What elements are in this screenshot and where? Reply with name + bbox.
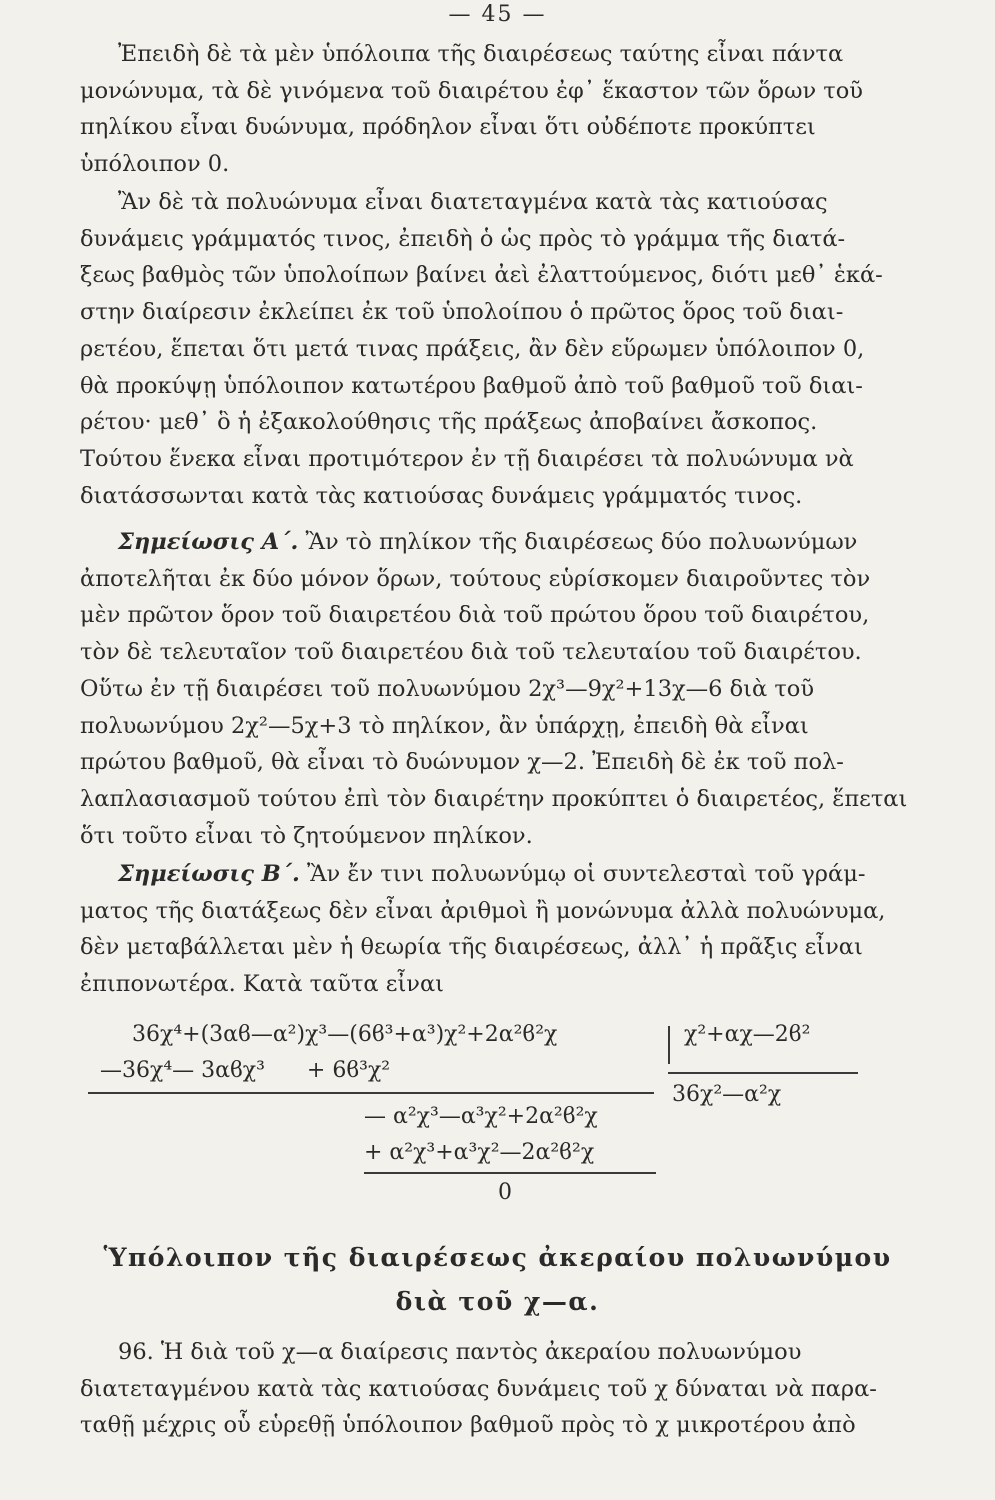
text-line: Ἂν δὲ τὰ πολυώνυμα εἶναι διατεταγμένα κατὰ τὰς κατιούσας bbox=[118, 189, 828, 215]
text-line: θὰ προκύψῃ ὑπόλοιπον κατωτέρου βαθμοῦ ἀπὸ τοῦ βαθμοῦ τοῦ διαι- bbox=[80, 372, 863, 399]
text-line: δὲν μεταβάλλεται μὲν ἡ θεωρία τῆς διαιρέσεως, ἀλλ᾽ ἡ πρᾶξις εἶναι bbox=[80, 934, 863, 961]
text-line: διατάσσωνται κατὰ τὰς κατιούσας δυνάμεις γράμματός τινος. bbox=[80, 482, 803, 509]
text-line: ἐπιπονωτέρα. Κατὰ ταῦτα εἶναι bbox=[80, 971, 444, 998]
paragraph-1 bbox=[80, 36, 880, 183]
note-a-title: Σημείωσις Α΄. bbox=[118, 529, 299, 555]
text-line: πηλίκου εἶναι δυώνυμα, πρόδηλον εἶναι ὅτι οὐδέποτε προκύπτει bbox=[80, 114, 816, 141]
final-remainder: 0 bbox=[498, 1180, 512, 1205]
note-b-first-line: Ἂν ἔν τινι πολυωνύμῳ οἱ συντελεσταὶ τοῦ γράμ- bbox=[307, 861, 866, 887]
text-line: Οὕτω ἐν τῇ διαιρέσει τοῦ πολυωνύμου 2χ³—9χ²+13χ—6 διὰ τοῦ bbox=[80, 675, 815, 702]
quotient-rule bbox=[668, 1072, 858, 1074]
note-a-first-line: Ἂν τὸ πηλίκον τῆς διαιρέσεως δύο πολυωνύμων bbox=[305, 529, 858, 555]
subtract-line-1: —36χ⁴— 3αϐχ³ + 6ϐ³χ² bbox=[100, 1058, 391, 1083]
text-line: διατεταγμένου κατὰ τὰς κατιούσας δυνάμεις τοῦ χ δύναται νὰ παρα- bbox=[80, 1375, 877, 1402]
text-line: μὲν πρῶτον ὅρον τοῦ διαιρετέου διὰ τοῦ πρώτου ὅρου τοῦ διαιρέτου, bbox=[80, 602, 870, 629]
text-line: ἀποτελῆται ἐκ δύο μόνον ὅρων, τούτους εὑρίσκομεν διαιροῦντες τὸν bbox=[80, 565, 871, 592]
text-line: λαπλασιασμοῦ τούτου ἐπὶ τὸν διαιρέτην προκύπτει ὁ διαιρετέος, ἕπεται bbox=[80, 785, 908, 812]
text-line: ρετέου, ἕπεται ὅτι μετά τινας πράξεις, ἂν δὲν εὕρωμεν ὑπόλοιπον 0, bbox=[80, 335, 865, 362]
section-heading-line-2: διὰ τοῦ χ—α. bbox=[395, 1287, 600, 1316]
text-line: Τούτου ἕνεκα εἶναι προτιμότερον ἐν τῇ διαιρέσει τὰ πολυώνυμα νὰ bbox=[80, 445, 854, 472]
note-b bbox=[80, 856, 886, 1003]
quotient: 36χ²—α²χ bbox=[672, 1082, 782, 1107]
text-line: στην διαίρεσιν ἐκλείπει ἐκ τοῦ ὑπολοίπου ὁ πρῶτος ὅρος τοῦ διαι- bbox=[80, 299, 844, 326]
page-number: — 45 — bbox=[448, 2, 547, 27]
divisor-bar bbox=[668, 1026, 670, 1064]
text-line: ὅτι τοῦτο εἶναι τὸ ζητούμενον πηλίκον. bbox=[80, 822, 533, 849]
paragraph-96 bbox=[80, 1334, 880, 1444]
divisor: χ²+αχ—2ϐ² bbox=[684, 1022, 811, 1047]
remainder-line-1: — α²χ³—α³χ²+2α²ϐ²χ bbox=[364, 1104, 598, 1129]
division-rule-1 bbox=[88, 1092, 654, 1094]
note-b-title: Σημείωσις Β΄. bbox=[118, 861, 300, 887]
text-line: τὸν δὲ τελευταῖον τοῦ διαιρετέου διὰ τοῦ τελευταίου τοῦ διαιρέτου. bbox=[80, 639, 862, 666]
section-heading-line-1: Ὑπόλοιπον τῆς διαιρέσεως ἀκεραίου πολυωνύμου bbox=[103, 1243, 892, 1272]
subtract-line-2: + α²χ³+α³χ²—2α²ϐ²χ bbox=[364, 1140, 595, 1165]
text-line: ὑπόλοιπον 0. bbox=[80, 151, 230, 178]
text-line: πολυωνύμου 2χ²—5χ+3 τὸ πηλίκον, ἂν ὑπάρχῃ, ἐπειδὴ θὰ εἶναι bbox=[80, 712, 809, 739]
text-line: μονώνυμα, τὰ δὲ γινόμενα τοῦ διαιρέτου ἐφ᾽ ἕκαστον τῶν ὅρων τοῦ bbox=[80, 77, 863, 104]
paragraph-2 bbox=[80, 184, 883, 514]
text-line: δυνάμεις γράμματός τινος, ἐπειδὴ ὁ ὡς πρὸς τὸ γράμμα τῆς διατά- bbox=[80, 225, 846, 252]
text-line: πρώτου βαθμοῦ, θὰ εἶναι τὸ δυώνυμον χ—2. Ἐπειδὴ δὲ ἐκ τοῦ πολ- bbox=[80, 749, 844, 776]
text-line: ματος τῆς διατάξεως δὲν εἶναι ἀριθμοὶ ἢ μονώνυμα ἀλλὰ πολυώνυμα, bbox=[80, 897, 886, 924]
text-line: 96. Ἡ διὰ τοῦ χ—α διαίρεσις παντὸς ἀκεραίου πολυωνύμου bbox=[118, 1339, 802, 1365]
division-rule-2 bbox=[364, 1172, 656, 1174]
text-line bbox=[80, 856, 880, 893]
text-line: ξεως βαθμὸς τῶν ὑπολοίπων βαίνει ἀεὶ ἐλαττούμενος, διότι μεθ᾽ ἑκά- bbox=[80, 262, 883, 289]
dividend: 36χ⁴+(3αϐ—α²)χ³—(6ϐ³+α³)χ²+2α²ϐ²χ bbox=[132, 1022, 558, 1047]
text-line: ρέτου· μεθ᾽ ὃ ἡ ἐξακολούθησις τῆς πράξεως ἀποβαίνει ἄσκοπος. bbox=[80, 409, 818, 436]
text-line bbox=[80, 524, 880, 561]
text-line: Ἐπειδὴ δὲ τὰ μὲν ὑπόλοιπα τῆς διαιρέσεως ταύτης εἶναι πάντα bbox=[118, 41, 844, 67]
text-line: ταθῇ μέχρις οὗ εὑρεθῇ ὑπόλοιπον βαθμοῦ πρὸς τὸ χ μικροτέρου ἀπὸ bbox=[80, 1412, 856, 1439]
note-a bbox=[80, 524, 908, 854]
section-heading bbox=[0, 1236, 995, 1324]
